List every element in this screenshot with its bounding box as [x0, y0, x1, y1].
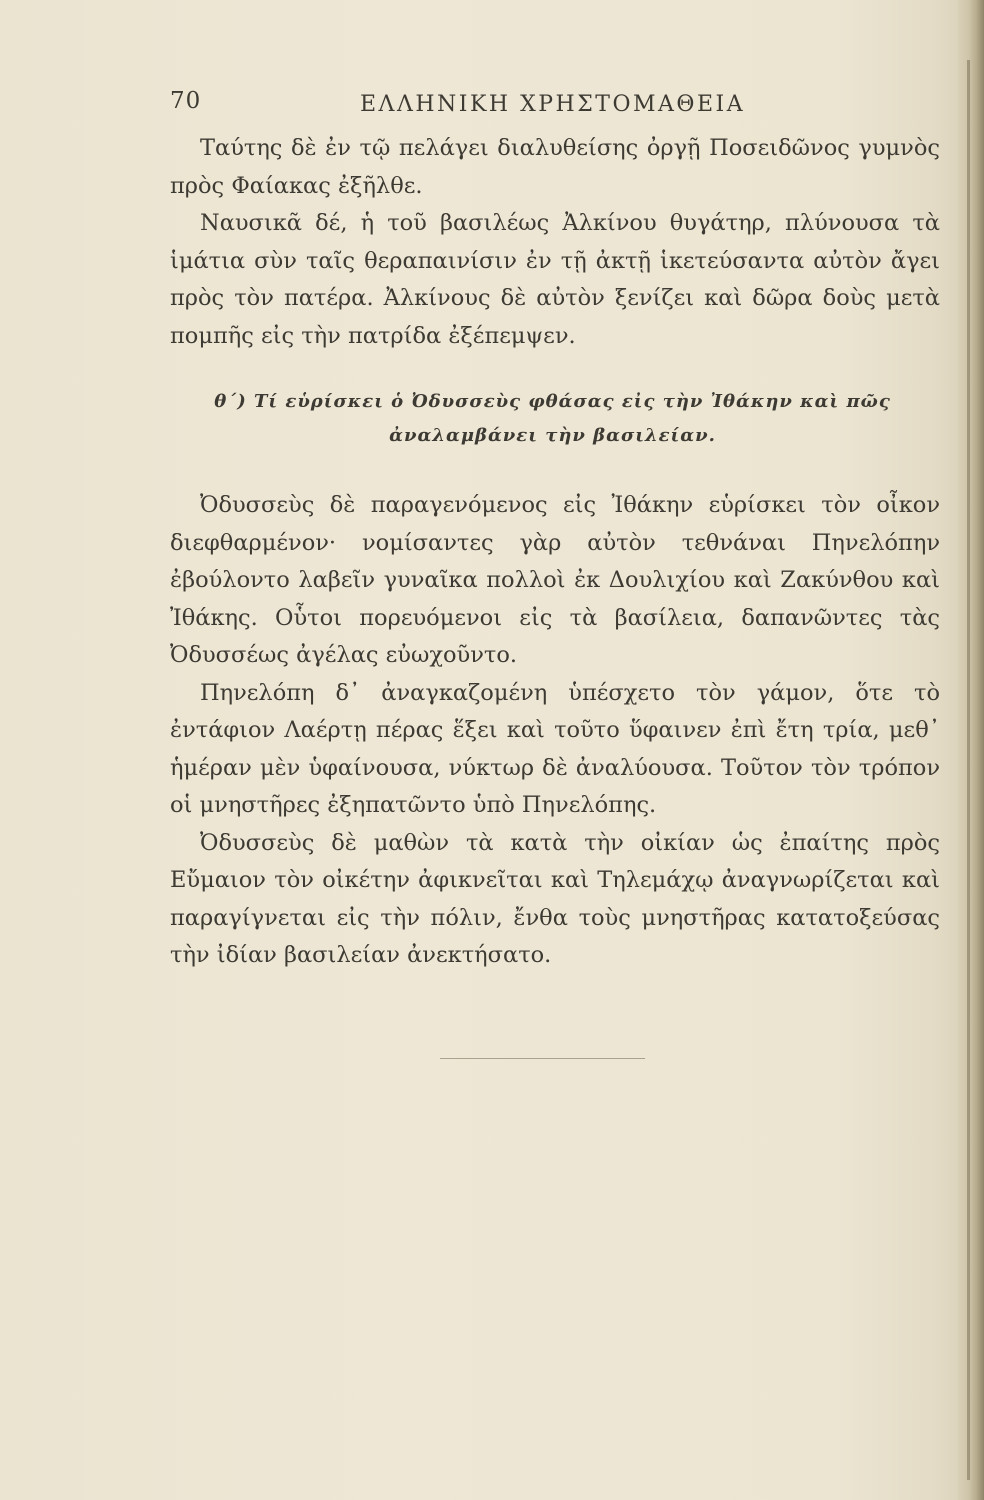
- text-block-bottom: [170, 487, 940, 975]
- paragraph: Ὀδυσσεὺς δὲ παραγενόμενος εἰς Ἰθάκην εὑρίσκει τὸν οἶκον διεφθαρμένον· νομίσαντες γὰρ αὐτὸν τεθνάναι Πηνελόπην ἐβούλοντο λαβεῖν γυναῖκα πολλοὶ ἐκ Δουλιχίου καὶ Ζακύνθου καὶ Ἰθάκης. Οὗτοι πορευόμενοι εἰς τὰ βασίλεια, δαπανῶντες τὰς Ὀδυσσέως ἀγέλας εὐωχοῦντο.: [170, 492, 940, 668]
- page-edge-shadow: [958, 0, 984, 1500]
- section-heading: θ΄) Τί εὑρίσκει ὁ Ὀδυσσεὺς φθάσας εἰς τὴν Ἰθάκην καὶ πῶς ἀναλαμβάνει τὴν βασιλείαν.: [214, 391, 891, 446]
- page-number: 70: [170, 88, 202, 114]
- paragraph: Ναυσικᾶ δέ, ἡ τοῦ βασιλέως Ἀλκίνου θυγάτηρ, πλύνουσα τὰ ἱμάτια σὺν ταῖς θεραπαινίσιν ἐν τῇ ἀκτῇ ἱκετεύσαντα αὐτὸν ἄγει πρὸς τὸν πατέρα. Ἀλκίνους δὲ αὐτὸν ξενίζει καὶ δῶρα δοὺς μετὰ πομπῆς εἰς τὴν πατρίδα ἐξέπεμψεν.: [170, 210, 940, 349]
- paragraph: Πηνελόπη δ᾽ ἀναγκαζομένη ὑπέσχετο τὸν γάμον, ὅτε τὸ ἐντάφιον Λαέρτῃ πέρας ἕξει καὶ τοῦτο ὕφαινεν ἐπὶ ἔτη τρία, μεθ᾽ ἡμέραν μὲν ὑφαίνουσα, νύκτωρ δὲ ἀναλύουσα. Τοῦτον τὸν τρόπον οἱ μνηστῆρες ἐξηπατῶντο ὑπὸ Πηνελόπης.: [170, 679, 940, 818]
- binding-edge-line: [967, 60, 970, 1480]
- running-title: ΕΛΛΗΝΙΚΗ ΧΡΗΣΤΟΜΑΘΕΙΑ: [360, 92, 746, 117]
- end-rule: [440, 1058, 645, 1059]
- page-header: [170, 88, 940, 128]
- paragraph: Ὀδυσσεὺς δὲ μαθὼν τὰ κατὰ τὴν οἰκίαν ὡς ἐπαίτης πρὸς Εὔμαιον τὸν οἰκέτην ἀφικνεῖται καὶ Τηλεμάχῳ ἀναγνωρίζεται καὶ παραγίγνεται εἰς τὴν πόλιν, ἔνθα τοὺς μνηστῆρας κατατοξεύσας τὴν ἰδίαν βασιλείαν ἀνεκτήσατο.: [170, 829, 940, 968]
- paragraph: Ταύτης δὲ ἐν τῷ πελάγει διαλυθείσης ὀργῇ Ποσειδῶνος γυμνὸς πρὸς Φαίακας ἐξῆλθε.: [170, 135, 940, 199]
- text-block-top: [170, 130, 940, 355]
